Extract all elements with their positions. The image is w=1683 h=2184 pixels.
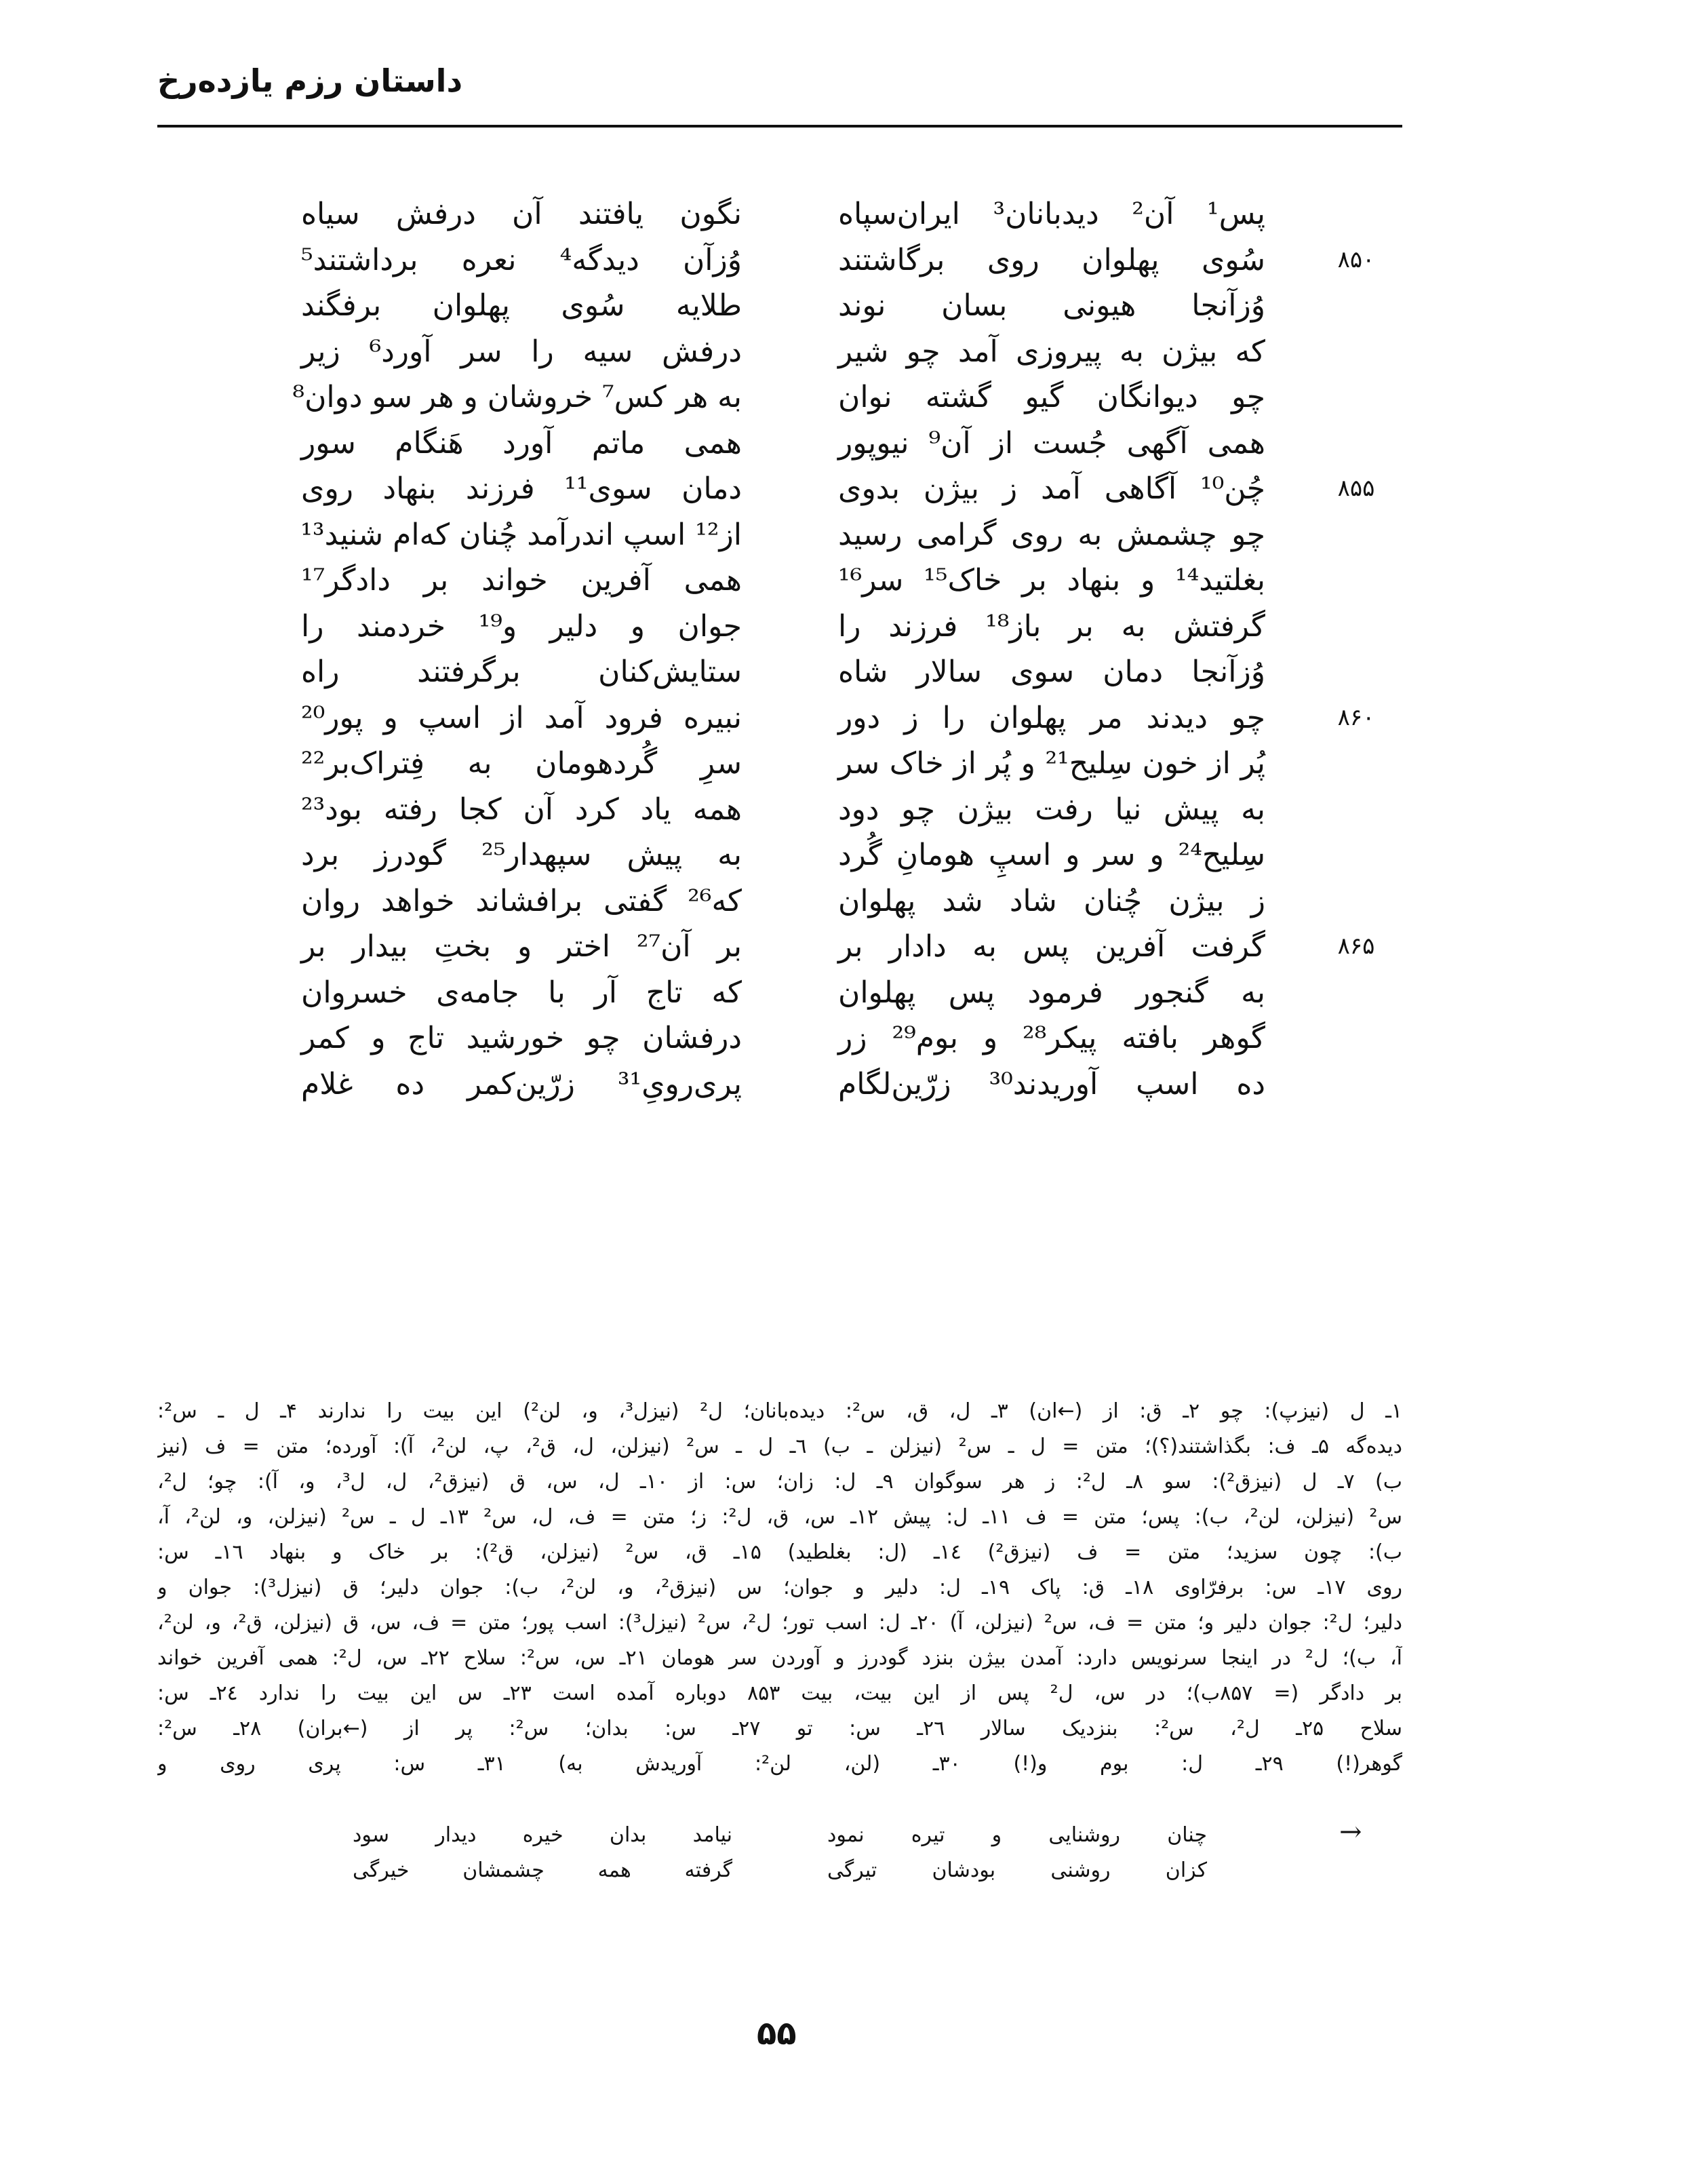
verse-row [0, 741, 1683, 787]
verse-row [0, 695, 1683, 741]
couplet-right: چنان روشنایی و تیره نمود [827, 1823, 1207, 1847]
footnote-line: روی ۱۷ـ س: برفرّاوی ۱۸ـ ق: پاک ۱۹ـ ل: دلیر و جوان؛ س (نیزق²، و، لن²، ب): جوان دلیر؛ ق (نیزل³): جوان و [157, 1576, 1402, 1599]
hemistich-right: چو دیدند مر پهلوان را ز دور [838, 700, 1265, 735]
hemistich-left: بر آن²⁷ اختر و بختِ بیدار بر [301, 929, 742, 964]
footnote-line: س² (نیزلن، لن²، ب): پس؛ متن = ف ۱۱ـ ل: پیش ۱۲ـ س، ق، ل²: ز؛ متن = ف، ل، س² ۱۳ـ ل ـ س² (نیزلن، و، لن²، آ، [157, 1505, 1402, 1529]
hemistich-right: پس¹ آن² دیدبانان³ ایران‌سپاه [838, 197, 1265, 231]
footnote-line: ۱ـ ل (نیزپ): چو ۲ـ ق: از (←ان) ۳ـ ل، ق، س²: دیده‌بانان؛ ل² (نیزل³، و، لن²) این بیت را ندارند ۴ـ ل ـ س²: [157, 1399, 1402, 1423]
running-header-title: داستان رزم یازده‌رخ [157, 62, 463, 99]
line-number: ۸۶۰ [1337, 703, 1375, 731]
hemistich-left: پری‌رویِ³¹ زرّین‌کمر ده غلام [301, 1066, 742, 1101]
verse-row [0, 191, 1683, 237]
hemistich-right: بغلتید¹⁴ و بنهاد بر خاک¹⁵ سر¹⁶ [838, 563, 1265, 598]
verse-row [0, 237, 1683, 284]
couplet-right: کزان روشنی بودشان تیرگی [827, 1858, 1207, 1882]
hemistich-left: از¹² اسپ اندرآمد چُنان که‌ام شنید¹³ [300, 517, 742, 552]
hemistich-left: نگون یافتند آن درفش سیاه [301, 197, 742, 231]
footnote-line: بر دادگر (= ۸۵۷ب)؛ در س، ل² پس از این بیت، بیت ۸۵۳ دوباره آمده است ۲۳ـ س این بیت را ندارد ۲٤ـ س: [157, 1681, 1402, 1705]
verse-row [0, 970, 1683, 1016]
hemistich-right: سِلیح²⁴ و سر و اسپِ هومانِ گُرد [838, 838, 1265, 872]
hemistich-right: همی آگهی جُست از آن⁹ نیوپور [838, 425, 1265, 461]
hemistich-left: دمان سوی¹¹ فرزند بنهاد روی [301, 471, 742, 506]
hemistich-left: که²⁶ گفتی برافشاند خواهد روان [301, 883, 742, 918]
hemistich-left: درفش سیه را سر آورد⁶ زیر [301, 334, 742, 369]
extra-couplet [353, 1853, 1207, 1888]
verse-row [0, 283, 1683, 329]
hemistich-right: چو دیوانگان گیو گشته نوان [838, 380, 1265, 414]
line-number: ۸۵۵ [1337, 475, 1375, 502]
hemistich-right: چُن¹⁰ آگاهی آمد ز بیژن بدوی [838, 471, 1265, 506]
hemistich-left: درفشان چو خورشید تاج و کمر [301, 1021, 742, 1055]
hemistich-right: که بیژن به پیروزی آمد چو شیر [838, 334, 1265, 369]
hemistich-left: به پیش سپهدار²⁵ گودرز برد [301, 838, 742, 872]
hemistich-left: سرِ گُردهومان به فِتراک‌بر²² [301, 746, 742, 781]
hemistich-left: که تاج آر با جامه‌ی خسروان [301, 975, 742, 1010]
hemistich-right: گوهر بافته پیکر²⁸ و بوم²⁹ زر [838, 1021, 1265, 1055]
hemistich-right: ده اسپ آوریدند³⁰ زرّین‌لگام [838, 1066, 1265, 1101]
footnote-extra-couplets [353, 1818, 1207, 1888]
verse-row [0, 878, 1683, 924]
footnote-line: سلاح ۲۵ـ ل²، س²: بنزدیک سالار ۲٦ـ س: تو ۲۷ـ س: بدان؛ س²: پر از (←بران) ۲۸ـ س²: [157, 1717, 1402, 1740]
verse-row [0, 512, 1683, 558]
extra-couplet [353, 1818, 1207, 1853]
hemistich-right: به گنجور فرمود پس پهلوان [838, 975, 1265, 1010]
footnotes [157, 1394, 1402, 1782]
verse-row [0, 374, 1683, 421]
hemistich-right: ز بیژن چُنان شاد شد پهلوان [838, 883, 1265, 918]
footnote-line: دلیر؛ ل²: جوان دلیر و؛ متن = ف، س² (نیزلن، آ) ۲۰ـ ل: اسب تور؛ ل²، س² (نیزل³): اسب پور؛ متن = ف، س، ق (نیزلن، ق²، و، لن²، [157, 1611, 1402, 1635]
hemistich-right: گرفتش به بر باز¹⁸ فرزند را [838, 608, 1265, 644]
hemistich-left: نبیره فرود آمد از اسپ و پور²⁰ [301, 700, 742, 735]
footnote-line: ب): چون سزید؛ متن = ف (نیزق²) ۱٤ـ (ل: بغلطید) ۱۵ـ ق، س² (نیزلن، ق²): بر خاک و بنهاد ۱٦ـ س: [157, 1540, 1402, 1564]
couplet-left: نیامد بدان خیره دیدار سود [353, 1823, 732, 1847]
hemistich-left: ستایش‌کنان برگرفتند راه [301, 655, 742, 689]
hemistich-left: همی آفرین خواند بر دادگر¹⁷ [301, 563, 742, 598]
continuation-arrow-icon: → [1339, 1816, 1362, 1848]
hemistich-right: وُزآنجا دمان سوی سالار شاه [838, 655, 1265, 689]
verse-row [0, 466, 1683, 512]
hemistich-left: وُزآن دیدگه⁴ نعره برداشتند⁵ [301, 242, 742, 277]
hemistich-left: جوان و دلیر و¹⁹ خردمند را [301, 608, 742, 644]
footnote-line: آ، ب)؛ ل² در اینجا سرنویس دارد: آمدن بیژن بنزد گودرز و آوردن سر هومان ۲۱ـ س، س²: سلاح ۲۲ـ س، ل²: همی آفرین خواند [157, 1646, 1402, 1670]
hemistich-right: به پیش نیا رفت بیژن چو دود [838, 792, 1265, 827]
line-number: ۸۵۰ [1337, 246, 1375, 273]
hemistich-left: به هر کس⁷ خروشان و هر سو دوان⁸ [292, 380, 742, 414]
footnote-line: دیده‌گه ۵ـ ف: بگذاشتند(؟)؛ متن = ل ـ س² (نیزلن ـ ب) ٦ـ ل ـ س² (نیزلن، ل، ق²، پ، لن²، آ): آورده؛ متن = ف (نیز [157, 1435, 1402, 1458]
verse-row [0, 924, 1683, 970]
hemistich-right: گرفت آفرین پس به دادار بر [838, 929, 1265, 964]
verse-row [0, 649, 1683, 695]
hemistich-left: همی ماتم آورد هَنگام سور [301, 425, 742, 461]
footnote-line: گوهر(!) ۲۹ـ ل: بوم و(!) ۳۰ـ (لن، لن²: آوریدش به) ۳۱ـ س: پری روی و [157, 1752, 1402, 1776]
hemistich-left: طلایه سُوی پهلوان برفگند [301, 288, 742, 323]
verse-row [0, 421, 1683, 467]
hemistich-right: وُزآنجا هیونی بسان نوند [838, 288, 1265, 323]
verse-row [0, 558, 1683, 604]
hemistich-left: همه یاد کرد آن کجا رفته بود²³ [301, 792, 742, 827]
hemistich-right: سُوی پهلوان روی برگاشتند [838, 242, 1265, 277]
verse-row [0, 787, 1683, 833]
page-number: ۵۵ [757, 2014, 797, 2052]
verse-row [0, 604, 1683, 650]
verse-row [0, 1015, 1683, 1061]
footnote-line: ب) ۷ـ ل (نیزق²): سو ۸ـ ل²: ز هر سوگوان ۹ـ ل: زان؛ س: از ۱۰ـ ل، س، ق (نیزق²، ل، ل³، و، آ): چو؛ ل²، [157, 1470, 1402, 1494]
hemistich-right: چو چشمش به روی گرامی رسید [838, 517, 1265, 552]
verse-block [0, 191, 1683, 1107]
line-number: ۸۶۵ [1337, 933, 1375, 960]
verse-row [0, 329, 1683, 375]
verse-row [0, 832, 1683, 878]
verse-row [0, 1061, 1683, 1108]
hemistich-right: پُر از خون سِلیح²¹ و پُر از خاک سر [838, 746, 1266, 781]
header-rule [157, 125, 1402, 128]
couplet-left: گرفته همه چشمشان خیرگی [353, 1858, 732, 1882]
